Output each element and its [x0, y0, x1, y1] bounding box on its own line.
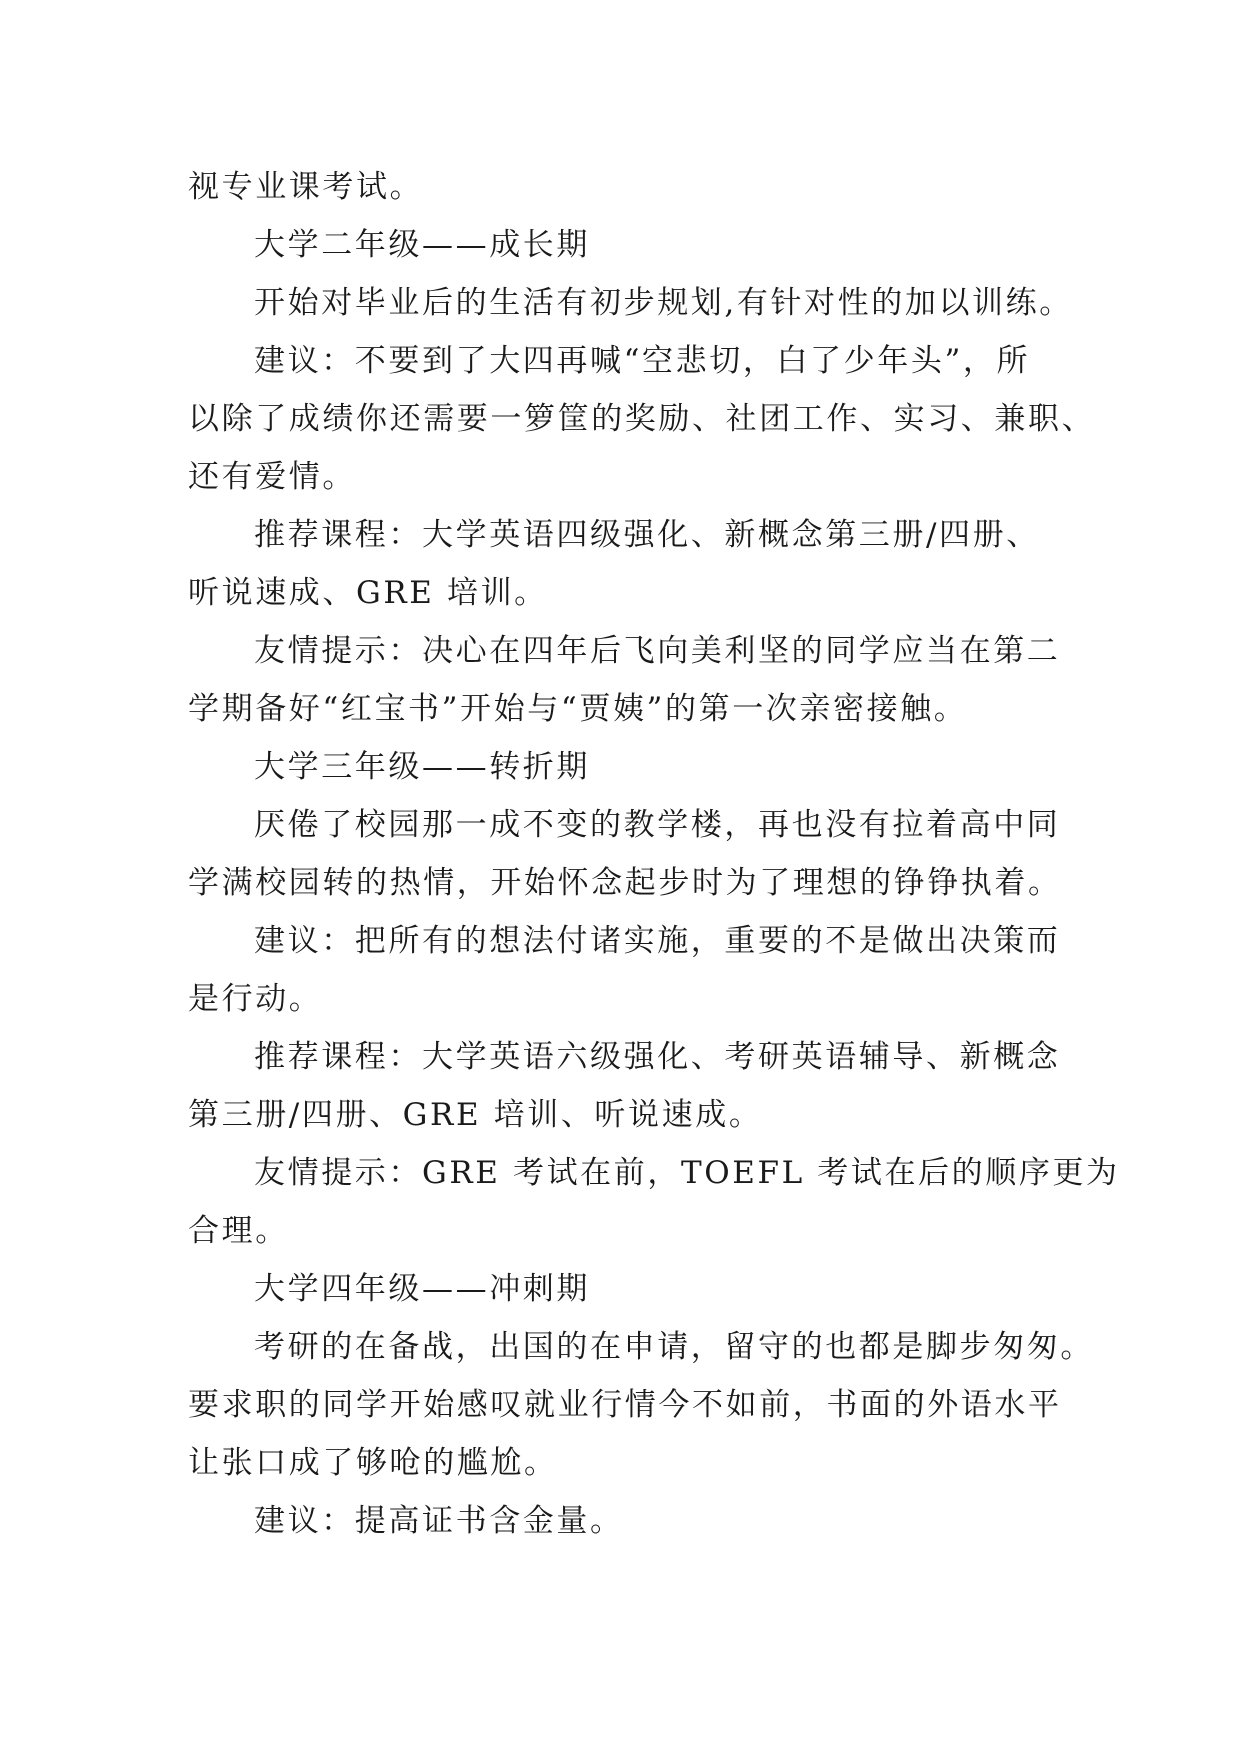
text-line: 学满校园转的热情，开始怀念起步时为了理想的铮铮执着。 [188, 865, 1062, 901]
text-line: 推荐课程：大学英语四级强化、新概念第三册/四册、 [254, 517, 1040, 553]
text-line: 建议：不要到了大四再喊“空悲切，白了少年头”，所 [254, 343, 1031, 379]
text-line: 听说速成、GRE 培训。 [188, 575, 548, 611]
text-line: 厌倦了校园那一成不变的教学楼，再也没有拉着高中同 [254, 807, 1061, 843]
section-heading-year-three: 大学三年级——转折期 [254, 749, 590, 785]
text-line: 还有爱情。 [188, 459, 356, 495]
text-line: 考研的在备战，出国的在申请，留守的也都是脚步匆匆。 [254, 1329, 1094, 1365]
text-line: 学期备好“红宝书”开始与“贾姨”的第一次亲密接触。 [188, 691, 968, 727]
text-line: 是行动。 [188, 981, 323, 1017]
text-line: 建议：提高证书含金量。 [254, 1503, 624, 1539]
text-line: 友情提示：GRE 考试在前，TOEFL 考试在后的顺序更为 [254, 1155, 1120, 1191]
text-line: 推荐课程：大学英语六级强化、考研英语辅导、新概念 [254, 1039, 1061, 1075]
text-line: 建议：把所有的想法付诸实施，重要的不是做出决策而 [254, 923, 1061, 959]
section-heading-year-four: 大学四年级——冲刺期 [254, 1271, 590, 1307]
text-line: 让张口成了够呛的尴尬。 [188, 1445, 558, 1481]
text-line: 要求职的同学开始感叹就业行情今不如前，书面的外语水平 [188, 1387, 1062, 1423]
text-line: 以除了成绩你还需要一箩筐的奖励、社团工作、实习、兼职、 [188, 401, 1096, 437]
section-heading-year-two: 大学二年级——成长期 [254, 227, 590, 263]
text-line: 合理。 [188, 1213, 289, 1249]
text-line: 第三册/四册、GRE 培训、听说速成。 [188, 1097, 763, 1133]
text-line: 开始对毕业后的生活有初步规划,有针对性的加以训练。 [254, 285, 1073, 321]
text-line: 友情提示：决心在四年后飞向美利坚的同学应当在第二 [254, 633, 1061, 669]
document-body [188, 158, 1120, 1550]
text-line: 视专业课考试。 [188, 169, 424, 205]
